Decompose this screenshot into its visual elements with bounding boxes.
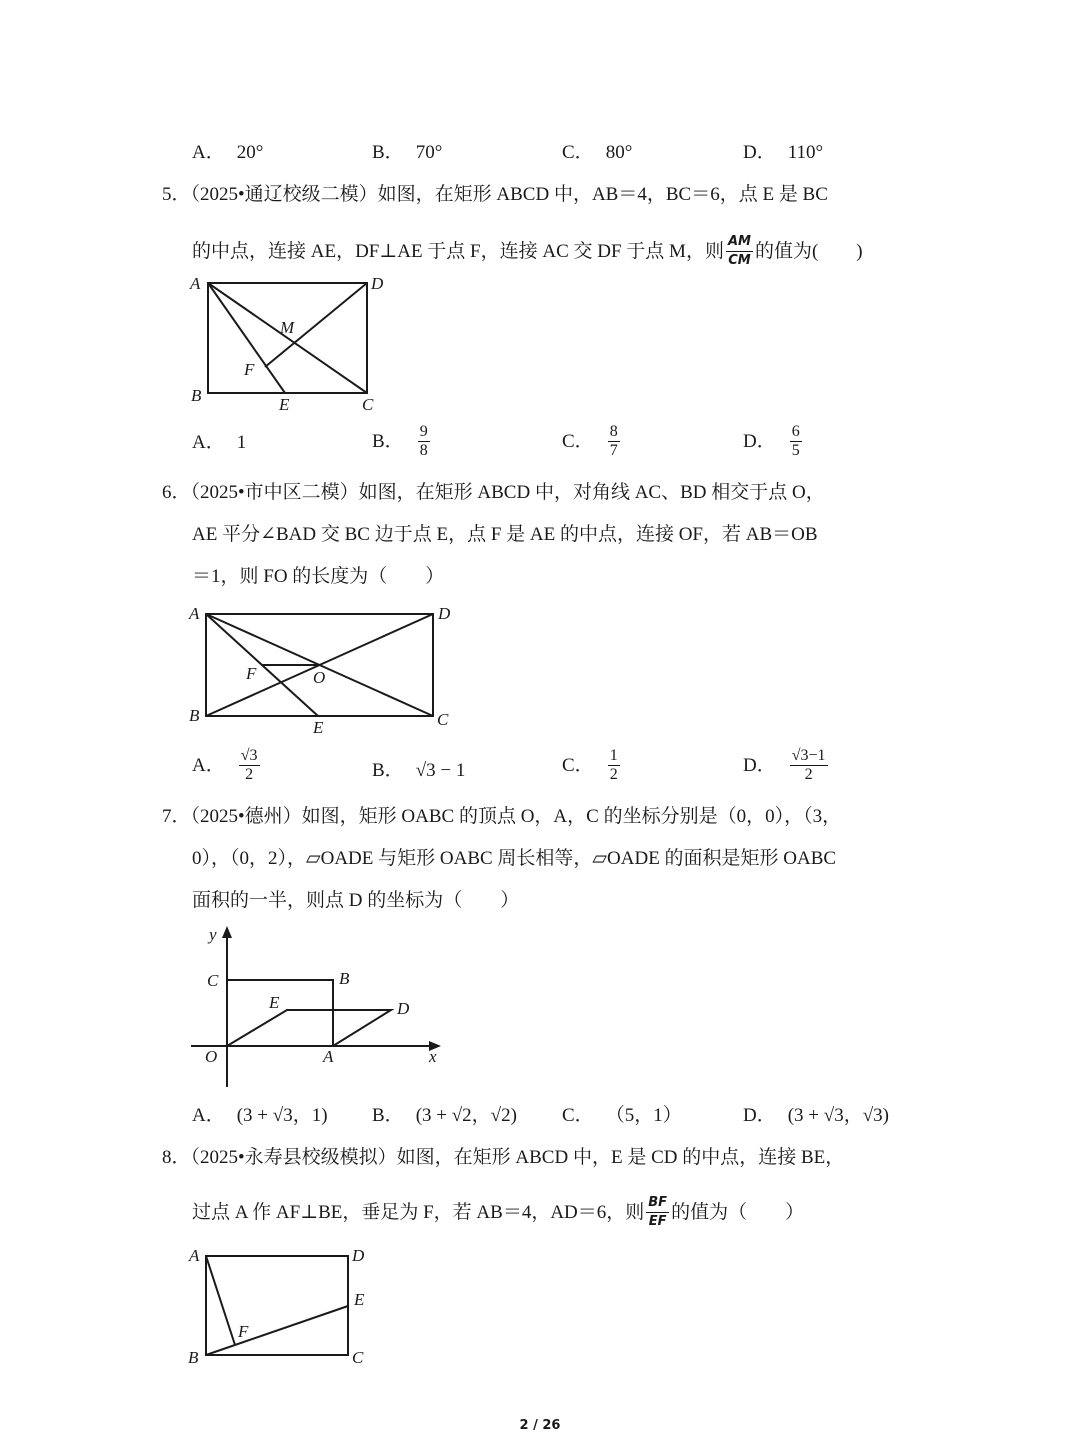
- label-a: A: [323, 1047, 334, 1066]
- q4-option-c: [562, 141, 632, 165]
- label-e: E: [354, 1290, 365, 1309]
- q7-stem-line1: [162, 805, 841, 829]
- option-value: (3 + √2，√2): [415, 1105, 517, 1126]
- fraction-denominator: 8: [419, 442, 428, 459]
- q4-option-a: [192, 141, 263, 165]
- option-label: C．: [562, 142, 594, 163]
- option-value: 20°: [236, 142, 264, 163]
- q6-stem-line1: [162, 481, 825, 505]
- option-fraction: [608, 423, 620, 460]
- q6-figure-rectangle: [180, 597, 470, 742]
- q6-option-a: [192, 747, 262, 784]
- q7-stem-line3: [192, 889, 519, 913]
- fraction-denominator: 7: [609, 442, 618, 459]
- option-value: （5，1）: [605, 1105, 682, 1126]
- option-label: A．: [192, 1105, 225, 1126]
- q6-option-c: [562, 747, 622, 784]
- question-text: ＝1，则 FO 的长度为（ ）: [192, 566, 445, 587]
- fraction-denominator: 2: [609, 766, 618, 783]
- option-value: 1: [236, 432, 247, 453]
- q7-stem-line2: [192, 847, 836, 871]
- q5-option-b: [372, 423, 432, 460]
- label-b: B: [189, 706, 200, 725]
- question-text: 的中点，连接 AE，DF⊥AE 于点 F，连接 AC 交 DF 于点 M，则: [192, 240, 724, 262]
- option-label: A．: [192, 432, 225, 453]
- option-fraction: [790, 423, 802, 460]
- option-value: 80°: [605, 142, 633, 163]
- q8-stem-line1: [162, 1146, 844, 1170]
- fraction-numerator: 1: [609, 747, 618, 764]
- fraction-numerator: √3: [240, 747, 258, 764]
- fraction-numerator: BF: [646, 1194, 669, 1213]
- fraction-denominator: 2: [804, 766, 813, 783]
- q4-option-b: [372, 141, 442, 165]
- q7-option-a: [192, 1104, 328, 1128]
- label-e: E: [269, 993, 280, 1012]
- q5-figure-rectangle: [180, 265, 420, 420]
- option-label: C．: [562, 1105, 594, 1126]
- option-label: B．: [372, 142, 404, 163]
- label-c: C: [437, 710, 449, 729]
- option-label: D．: [743, 754, 776, 776]
- q6-option-b: [372, 759, 465, 783]
- label-f: F: [244, 360, 255, 379]
- label-a: A: [189, 1246, 200, 1265]
- label-c: C: [207, 971, 219, 990]
- q6-stem-line2: [192, 523, 818, 547]
- option-label: B．: [372, 430, 404, 452]
- option-label: B．: [372, 1105, 404, 1126]
- option-value: 70°: [415, 142, 443, 163]
- label-d: D: [371, 274, 384, 293]
- question-text: （2025•永寿县校级模拟）如图，在矩形 ABCD 中，E 是 CD 的中点，连接 BE，: [190, 1147, 845, 1168]
- label-f: F: [238, 1322, 249, 1341]
- option-fraction: [239, 747, 260, 784]
- option-label: C．: [562, 754, 594, 776]
- option-value: 110°: [787, 142, 824, 163]
- fraction-numerator: 9: [419, 423, 428, 440]
- question-number: 7．: [162, 806, 191, 827]
- option-label: A．: [192, 142, 225, 163]
- question-number: 8．: [162, 1147, 191, 1168]
- option-fraction: [608, 747, 620, 784]
- option-label: D．: [743, 430, 776, 452]
- fraction-denominator: 2: [245, 766, 254, 783]
- label-a: A: [189, 604, 200, 623]
- option-value: √3 − 1: [415, 760, 466, 781]
- fraction-numerator: √3−1: [791, 747, 826, 764]
- question-text: 的值为（ ）: [671, 1201, 805, 1223]
- question-text: 面积的一半，则点 D 的坐标为（ ）: [192, 890, 520, 911]
- label-y: y: [209, 925, 217, 944]
- question-text: 0），（0，2），▱OADE 与矩形 OABC 周长相等，▱OADE 的面积是矩形 OABC: [192, 848, 837, 869]
- label-x: x: [429, 1047, 437, 1066]
- option-label: A．: [192, 754, 225, 776]
- q5-option-a: [192, 431, 246, 455]
- fraction-numerator: AM: [726, 233, 753, 252]
- question-text: （2025•通辽校级二模）如图，在矩形 ABCD 中，AB＝4，BC＝6，点 E 是 BC: [190, 184, 828, 205]
- option-fraction: [790, 747, 828, 784]
- label-m: M: [280, 318, 295, 337]
- q8-stem-line2: [192, 1194, 804, 1231]
- q4-option-d: [743, 141, 823, 165]
- label-b: B: [339, 969, 350, 988]
- option-label: C．: [562, 430, 594, 452]
- q6-stem-line3: [192, 565, 444, 589]
- label-b: B: [188, 1348, 199, 1367]
- q7-figure-coordinate-plane: [185, 922, 455, 1092]
- option-label: D．: [743, 142, 776, 163]
- label-o: O: [205, 1047, 218, 1066]
- question-number: 6．: [162, 482, 191, 503]
- label-c: C: [362, 395, 374, 414]
- option-label: B．: [372, 760, 404, 781]
- y-axis-arrow-icon: [222, 926, 232, 938]
- option-fraction: [418, 423, 430, 460]
- fraction-numerator: 8: [609, 423, 618, 440]
- fraction-am-cm: [726, 233, 753, 270]
- q5-stem-line1: [162, 183, 828, 207]
- q6-option-d: [743, 747, 830, 784]
- question-text: 的值为( ): [754, 240, 863, 262]
- fraction-denominator: CM: [728, 253, 751, 268]
- option-label: D．: [743, 1105, 776, 1126]
- q7-option-d: [743, 1104, 889, 1128]
- label-c: C: [352, 1348, 364, 1367]
- label-o: O: [313, 668, 326, 687]
- fraction-denominator: EF: [648, 1214, 667, 1229]
- label-d: D: [352, 1246, 365, 1265]
- option-value: (3 + √3，1): [236, 1105, 328, 1126]
- q5-option-d: [743, 423, 804, 460]
- question-number: 5．: [162, 184, 191, 205]
- label-d: D: [397, 999, 410, 1018]
- label-e: E: [279, 395, 290, 414]
- fraction-numerator: 6: [791, 423, 800, 440]
- q7-option-c: [562, 1104, 682, 1128]
- q5-option-c: [562, 423, 622, 460]
- question-text: （2025•市中区二模）如图，在矩形 ABCD 中，对角线 AC、BD 相交于点 O，: [190, 482, 825, 503]
- label-e: E: [313, 718, 324, 737]
- fraction-denominator: 5: [791, 442, 800, 459]
- option-value: (3 + √3，√3): [787, 1105, 889, 1126]
- q8-figure-rectangle: [180, 1237, 400, 1377]
- label-f: F: [246, 664, 257, 683]
- label-a: A: [190, 274, 201, 293]
- question-text: （2025•德州）如图，矩形 OABC 的顶点 O，A，C 的坐标分别是（0，0），（3，: [190, 806, 842, 827]
- question-text: 过点 A 作 AF⊥BE，垂足为 F，若 AB＝4，AD＝6，则: [192, 1201, 645, 1223]
- question-text: AE 平分∠BAD 交 BC 边于点 E，点 F 是 AE 的中点，连接 OF，若 AB＝OB: [192, 524, 818, 545]
- page-number: 2 / 26: [519, 1418, 561, 1433]
- q7-option-b: [372, 1104, 517, 1128]
- fraction-bf-ef: [646, 1194, 669, 1231]
- label-b: B: [191, 386, 202, 405]
- label-d: D: [438, 604, 451, 623]
